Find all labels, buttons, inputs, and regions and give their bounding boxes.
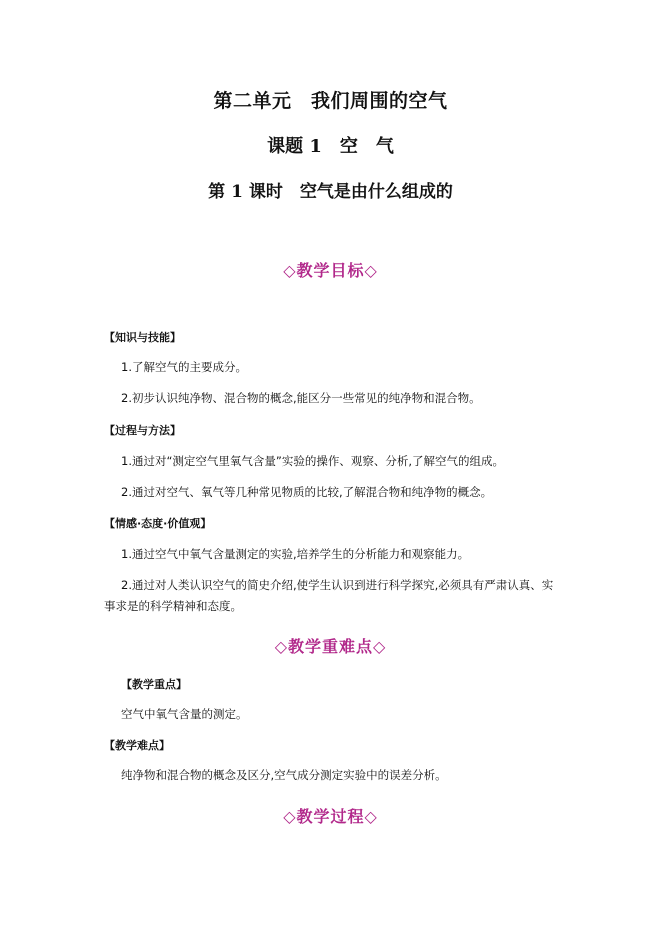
knowledge-item-1: 1.了解空气的主要成分。	[121, 360, 247, 374]
lesson-title: 课题 1 空 气	[267, 136, 394, 157]
process-heading: ◇教学过程◇	[283, 807, 378, 826]
attitude-item-2-continued: 事求是的科学精神和态度。	[104, 599, 242, 613]
teaching-focus-label: 【教学重点】	[121, 678, 187, 691]
knowledge-label: 【知识与技能】	[104, 331, 181, 344]
key-points-heading: ◇教学重难点◇	[274, 637, 387, 656]
attitude-item-2: 2.通过对人类认识空气的简史介绍,使学生认识到进行科学探究,必须具有严肃认真、实	[121, 578, 554, 592]
teaching-difficulty-label: 【教学难点】	[104, 739, 170, 752]
attitude-label: 【情感·态度·价值观】	[104, 517, 212, 530]
attitude-item-1: 1.通过空气中氧气含量测定的实验,培养学生的分析能力和观察能力。	[121, 547, 470, 561]
objectives-heading: ◇教学目标◇	[283, 261, 378, 280]
teaching-focus-text: 空气中氧气含量的测定。	[121, 707, 248, 721]
process-item-2: 2.通过对空气、氧气等几种常见物质的比较,了解混合物和纯净物的概念。	[121, 485, 493, 499]
period-title: 第 1 课时 空气是由什么组成的	[208, 182, 453, 202]
process-item-1: 1.通过对“测定空气里氧气含量”实验的操作、观察、分析,了解空气的组成。	[121, 454, 505, 468]
teaching-difficulty-text: 纯净物和混合物的概念及区分,空气成分测定实验中的误差分析。	[121, 768, 447, 782]
unit-title: 第二单元 我们周围的空气	[213, 90, 448, 112]
process-label: 【过程与方法】	[104, 424, 181, 437]
knowledge-item-2: 2.初步认识纯净物、混合物的概念,能区分一些常见的纯净物和混合物。	[121, 391, 481, 405]
